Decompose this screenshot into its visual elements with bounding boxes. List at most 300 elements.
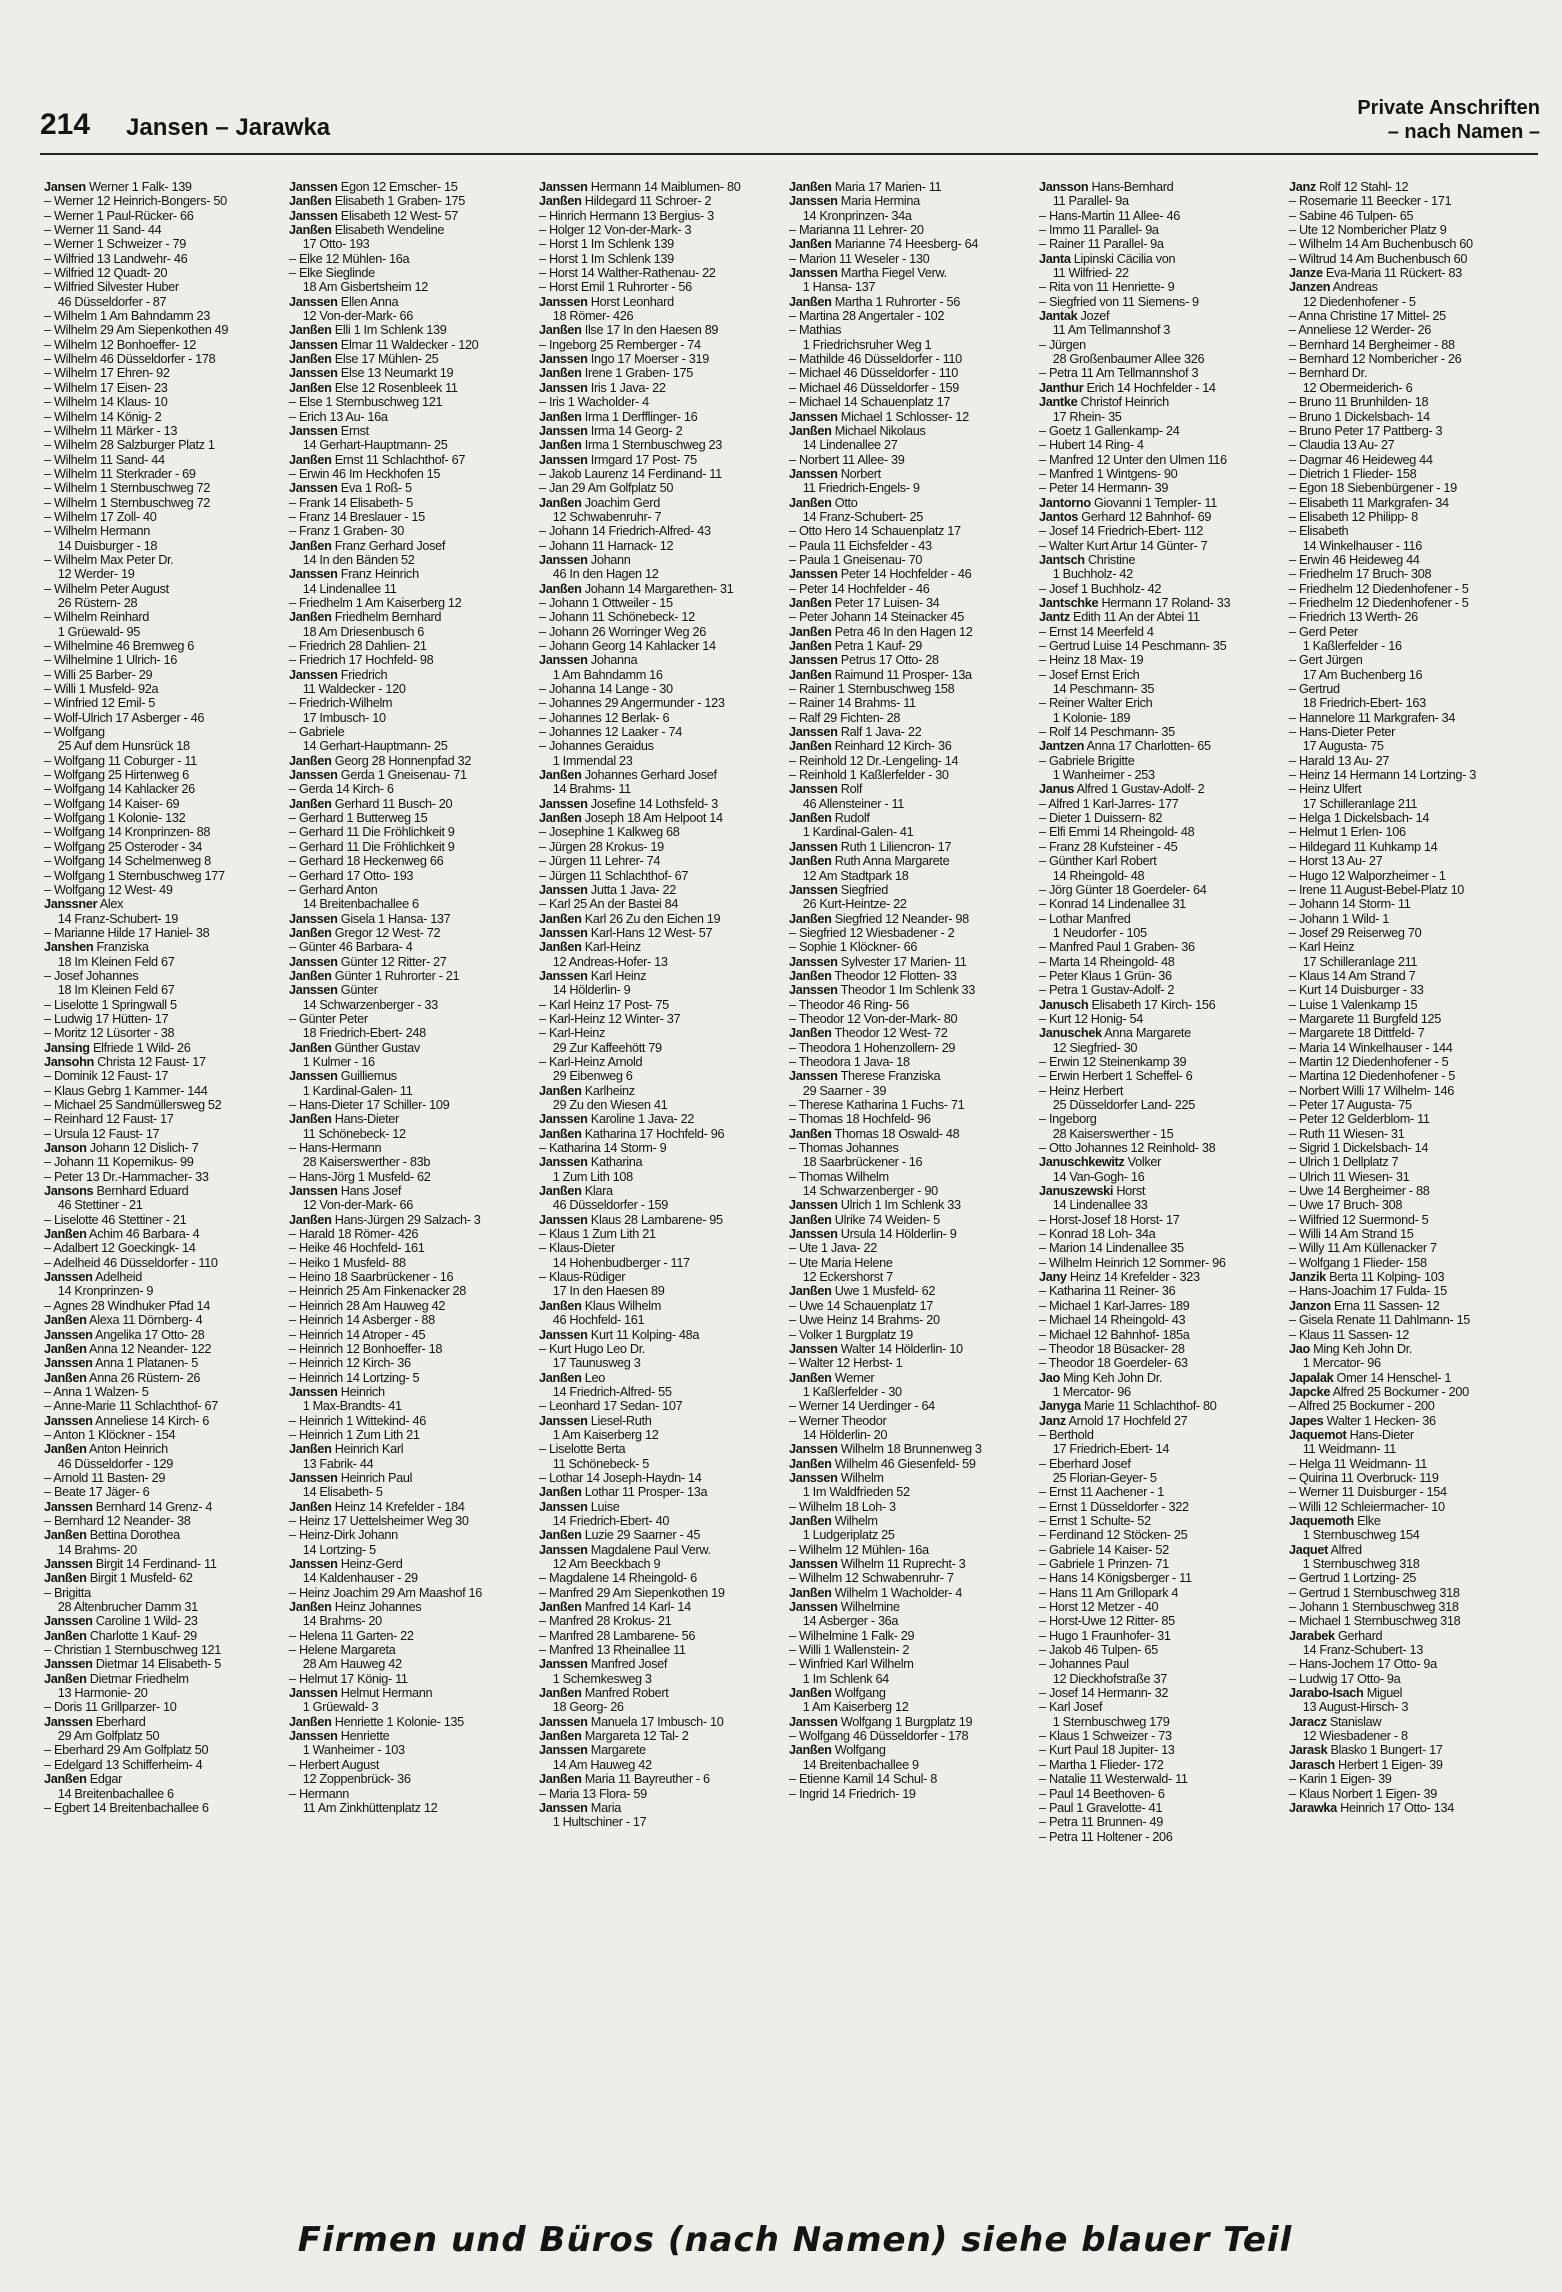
directory-entry: 13 August-Hirsch- 3 bbox=[1302, 1699, 1409, 1715]
directory-entry: – Günter 46 Barbara- 4 bbox=[289, 939, 413, 955]
directory-entry: Janssen Theodor 1 Im Schlenk 33 bbox=[789, 982, 976, 998]
directory-entry: 14 Hohenbudberger - 117 bbox=[552, 1254, 690, 1270]
directory-entry: – Anneliese 12 Werder- 26 bbox=[1289, 322, 1432, 338]
directory-entry: – Heinz 17 Uettelsheimer Weg 30 bbox=[289, 1512, 469, 1528]
directory-column bbox=[539, 180, 784, 2190]
directory-entry: – Peter 12 Gelderblom- 11 bbox=[1289, 1111, 1430, 1127]
directory-entry: – Uwe 14 Schauenplatz 17 bbox=[789, 1297, 934, 1313]
directory-entry: Janta Lipinski Cäcilia von bbox=[1039, 250, 1176, 266]
directory-entry: – Ruth 11 Wiesen- 31 bbox=[1289, 1125, 1405, 1141]
directory-entry: – Wilfried 12 Quadt- 20 bbox=[44, 265, 168, 281]
directory-entry: Januschkewitz Volker bbox=[1039, 1154, 1162, 1170]
directory-entry: 29 Zu den Wiesen 41 bbox=[552, 1097, 668, 1112]
directory-entry: Jao Ming Keh John Dr. bbox=[1039, 1369, 1163, 1385]
directory-entry: – Winfried Karl Wilhelm bbox=[789, 1656, 914, 1672]
directory-entry: 17 Am Buchenberg 16 bbox=[1302, 666, 1423, 682]
directory-entry: – Wilhelm 12 Mühlen- 16a bbox=[789, 1541, 929, 1557]
directory-entry: 46 Düsseldorfer - 129 bbox=[57, 1455, 174, 1471]
directory-entry: – Erwin 46 Im Heckhofen 15 bbox=[289, 465, 441, 481]
directory-entry: Janßen Anna 12 Neander- 122 bbox=[44, 1340, 212, 1356]
directory-entry: 1 Friedrichsruher Weg 1 bbox=[802, 336, 932, 352]
directory-entry: 14 Kronprinzen- 9 bbox=[57, 1283, 154, 1299]
directory-entry: Janssner Alex bbox=[44, 896, 124, 912]
directory-entry: – Helga 1 Dickelsbach- 14 bbox=[1289, 810, 1430, 826]
directory-entry: – Manfred 13 Rheinallee 11 bbox=[539, 1642, 686, 1658]
directory-entry: – Klaus 14 Am Strand 7 bbox=[1289, 967, 1416, 983]
directory-entry: Janßen Hildegard 11 Schroer- 2 bbox=[539, 193, 712, 209]
directory-entry: Janßen Petra 1 Kauf- 29 bbox=[789, 638, 923, 653]
directory-entry: 1 Zum Lith 108 bbox=[552, 1168, 633, 1184]
directory-entry: 29 Eibenweg 6 bbox=[552, 1068, 633, 1084]
directory-entry: – Karl-Heinz Arnold bbox=[539, 1053, 643, 1069]
directory-entry: – Gerda 14 Kirch- 6 bbox=[289, 781, 394, 797]
directory-entry: – Heiko 1 Musfeld- 88 bbox=[289, 1254, 406, 1270]
directory-entry: Janssen Adelheid bbox=[44, 1269, 142, 1285]
directory-entry: Janßen Wolfgang bbox=[789, 1742, 886, 1758]
directory-entry: – Norbert 11 Allee- 39 bbox=[789, 451, 905, 467]
directory-entry: Janßen Anna 26 Rüstern- 26 bbox=[44, 1369, 201, 1385]
directory-entry: Jarawka Heinrich 17 Otto- 134 bbox=[1289, 1799, 1454, 1815]
directory-entry: 18 Am Gisbertsheim 12 bbox=[302, 279, 428, 295]
directory-entry: 12 Werder- 19 bbox=[57, 566, 135, 582]
directory-entry: 1 Kulmer - 16 bbox=[302, 1053, 375, 1069]
directory-entry: – Wilhelm 1 Am Bahndamm 23 bbox=[44, 308, 210, 324]
directory-entry: – Winfried 12 Emil- 5 bbox=[44, 695, 156, 711]
directory-entry: 46 Stettiner - 21 bbox=[57, 1197, 143, 1213]
directory-entry: Janßen Thomas 18 Oswald- 48 bbox=[789, 1125, 960, 1141]
directory-entry: – Hans-Jörg 1 Musfeld- 62 bbox=[289, 1168, 431, 1184]
directory-entry: – Wilhelm 17 Eisen- 23 bbox=[44, 379, 168, 395]
directory-entry: Janßen Irene 1 Graben- 175 bbox=[539, 365, 693, 381]
directory-entry: – Harald 18 Römer- 426 bbox=[289, 1226, 419, 1242]
directory-entry: – Bernhard 14 Bergheimer - 88 bbox=[1289, 336, 1455, 352]
directory-entry: Jantz Edith 11 An der Abtei 11 bbox=[1039, 609, 1200, 625]
directory-entry: – Herbert August bbox=[289, 1756, 380, 1772]
directory-entry: Jantke Christof Heinrich bbox=[1039, 394, 1169, 410]
directory-entry: – Rolf 14 Peschmann- 35 bbox=[1039, 724, 1175, 740]
directory-entry: 14 Gerhart-Hauptmann- 25 bbox=[302, 437, 448, 453]
directory-entry: 14 Winkelhauser - 116 bbox=[1302, 537, 1423, 553]
directory-entry: – Peter Johann 14 Steinacker 45 bbox=[789, 609, 964, 625]
directory-entry: Janßen Karl-Heinz bbox=[539, 939, 641, 955]
directory-entry: Janssen Gerda 1 Gneisenau- 71 bbox=[289, 767, 467, 783]
directory-entry: – Johann Georg 14 Kahlacker 14 bbox=[539, 638, 716, 653]
directory-entry: – Ingeborg bbox=[1039, 1111, 1097, 1127]
directory-entry: – Friedrich 28 Dahlien- 21 bbox=[289, 638, 427, 653]
directory-entry: Janssen Ellen Anna bbox=[289, 293, 399, 309]
directory-entry: Janßen Ernst 11 Schlachthof- 67 bbox=[289, 451, 466, 467]
directory-entry: – Hans-Dieter 17 Schiller- 109 bbox=[289, 1097, 450, 1112]
directory-entry: Jantschke Hermann 17 Roland- 33 bbox=[1039, 594, 1231, 610]
directory-entry: Janßen Petra 46 In den Hagen 12 bbox=[789, 623, 973, 639]
directory-entry: – Wolfgang 25 Osteroder - 34 bbox=[44, 838, 203, 854]
directory-entry: – Iris 1 Wacholder- 4 bbox=[539, 394, 649, 410]
directory-column bbox=[289, 180, 534, 2190]
directory-entry: – Michael 14 Schauenplatz 17 bbox=[789, 394, 951, 410]
directory-entry: 29 Saarner - 39 bbox=[802, 1082, 887, 1098]
directory-entry: – Bernhard 12 Neander- 38 bbox=[44, 1512, 191, 1528]
directory-entry: 14 Hölderlin- 20 bbox=[802, 1426, 888, 1442]
directory-entry: – Brigitta bbox=[44, 1584, 91, 1600]
directory-entry: – Therese Katharina 1 Fuchs- 71 bbox=[789, 1097, 965, 1112]
directory-entry: Janßen Wilhelm 46 Giesenfeld- 59 bbox=[789, 1455, 976, 1471]
directory-entry: 11 Am Zinkhüttenplatz 12 bbox=[302, 1799, 438, 1815]
directory-entry: 1 Kardinal-Galen- 41 bbox=[802, 824, 914, 840]
directory-entry: – Agnes 28 Windhuker Pfad 14 bbox=[44, 1297, 211, 1313]
directory-entry: – Uwe 17 Bruch- 308 bbox=[1289, 1197, 1403, 1213]
directory-entry: – Thomas Wilhelm bbox=[789, 1168, 889, 1184]
directory-entry: – Ute Maria Helene bbox=[789, 1254, 893, 1270]
directory-entry: – Wilhelm Heinrich 12 Sommer- 96 bbox=[1039, 1254, 1226, 1270]
directory-entry: 12 Siegfried- 30 bbox=[1052, 1039, 1138, 1055]
directory-entry: – Heinz Herbert bbox=[1039, 1082, 1124, 1098]
directory-entry: Janssen Franz Heinrich bbox=[289, 566, 419, 582]
directory-entry: 14 Friedrich-Ebert- 40 bbox=[552, 1512, 670, 1528]
directory-entry: Jaracz Stanislaw bbox=[1289, 1713, 1382, 1729]
directory-entry: 14 Friedrich-Alfred- 55 bbox=[552, 1383, 672, 1399]
directory-entry: 14 Duisburger - 18 bbox=[57, 537, 158, 553]
directory-entry: 14 Lindenallee 33 bbox=[1052, 1197, 1148, 1213]
directory-entry: – Wilhelm 28 Salzburger Platz 1 bbox=[44, 437, 215, 453]
directory-entry: Janßen Luzie 29 Saarner - 45 bbox=[539, 1527, 701, 1543]
directory-entry: – Hermann bbox=[289, 1785, 349, 1801]
directory-entry: Janssen Dietmar 14 Elisabeth- 5 bbox=[44, 1656, 222, 1672]
directory-entry: – Johann 14 Storm- 11 bbox=[1289, 896, 1411, 912]
directory-entry: – Sabine 46 Tulpen- 65 bbox=[1289, 207, 1414, 223]
directory-entry: – Karin 1 Eigen- 39 bbox=[1289, 1771, 1392, 1787]
directory-column bbox=[1039, 180, 1284, 2190]
directory-entry: – Volker 1 Burgplatz 19 bbox=[789, 1326, 913, 1342]
directory-entry: – Moritz 12 Lüsorter - 38 bbox=[44, 1025, 175, 1041]
directory-entry: 1 Am Kaiserberg 12 bbox=[802, 1699, 909, 1715]
footer-note: Firmen und Büros (nach Namen) siehe blauer Teil bbox=[297, 2220, 1293, 2260]
directory-entry: – Gabriele 14 Kaiser- 52 bbox=[1039, 1541, 1169, 1557]
directory-entry: – Ulrich 1 Dellplatz 7 bbox=[1289, 1154, 1399, 1170]
directory-entry: Janssen Horst Leonhard bbox=[539, 293, 674, 309]
directory-entry: – Mathilde 46 Düsseldorfer - 110 bbox=[789, 351, 962, 367]
directory-entry: – Helmut 17 König- 11 bbox=[289, 1670, 408, 1686]
directory-entry: 12 Eckershorst 7 bbox=[802, 1269, 893, 1285]
directory-entry: Janssen Karl Heinz bbox=[539, 967, 647, 983]
directory-entry: 1 Im Schlenk 64 bbox=[802, 1670, 889, 1686]
directory-entry: – Marion 14 Lindenallee 35 bbox=[1039, 1240, 1184, 1256]
directory-entry: 18 Friedrich-Ebert- 163 bbox=[1302, 695, 1426, 711]
directory-entry: – Sophie 1 Klöckner- 66 bbox=[789, 939, 918, 955]
directory-entry: – Konrad 14 Lindenallee 31 bbox=[1039, 896, 1186, 912]
directory-entry: – Wolfgang 14 Kaiser- 69 bbox=[44, 795, 180, 811]
directory-entry: – Goetz 1 Gallenkamp- 24 bbox=[1039, 422, 1180, 438]
directory-entry: Janssen Manfred Josef bbox=[539, 1656, 668, 1672]
directory-entry: Janssen Michael 1 Schlosser- 12 bbox=[789, 408, 969, 424]
directory-entry: – Johannes Geraidus bbox=[539, 738, 654, 754]
directory-entry: – Peter 13 Dr.-Hammacher- 33 bbox=[44, 1168, 209, 1184]
directory-entry: – Manfred 1 Wintgens- 90 bbox=[1039, 465, 1178, 481]
directory-entry: – Martin 12 Diedenhofener - 5 bbox=[1289, 1053, 1449, 1069]
directory-entry: Janßen Maria 11 Bayreuther - 6 bbox=[539, 1771, 710, 1787]
directory-entry: Janßen Irma 1 Derfflinger- 16 bbox=[539, 408, 698, 424]
directory-entry: 14 Rheingold- 48 bbox=[1052, 867, 1145, 883]
directory-entry: Janssen Maria Hermina bbox=[789, 193, 920, 209]
directory-entry: – Harald 13 Au- 27 bbox=[1289, 752, 1390, 768]
directory-entry: – Martina 12 Diedenhofener - 5 bbox=[1289, 1068, 1456, 1084]
directory-entry: – Manfred 12 Unter den Ulmen 116 bbox=[1039, 451, 1227, 467]
directory-entry: Janssen Günter bbox=[289, 982, 378, 998]
directory-entry: Janssen Liesel-Ruth bbox=[539, 1412, 652, 1428]
directory-entry: – Klaus Gebrg 1 Kammer- 144 bbox=[44, 1082, 208, 1098]
directory-entry: 12 Dieckhofstraße 37 bbox=[1052, 1670, 1167, 1686]
directory-entry: Janssen Johanna bbox=[539, 652, 638, 668]
directory-entry: – Gertrud 1 Lortzing- 25 bbox=[1289, 1570, 1417, 1586]
directory-entry: Jany Heinz 14 Krefelder - 323 bbox=[1039, 1269, 1200, 1285]
directory-entry: – Konrad 18 Loh- 34a bbox=[1039, 1226, 1156, 1242]
directory-entry: – Ingeborg 25 Remberger - 74 bbox=[539, 336, 701, 352]
directory-entry: – Dominik 12 Faust- 17 bbox=[44, 1068, 169, 1084]
directory-entry: – Johannes 12 Laaker - 74 bbox=[539, 724, 683, 740]
directory-entry: – Luise 1 Valenkamp 15 bbox=[1289, 996, 1418, 1012]
directory-entry: – Erwin 46 Heideweg 44 bbox=[1289, 551, 1420, 567]
directory-entry: Janßen Alexa 11 Dörnberg- 4 bbox=[44, 1312, 203, 1328]
directory-entry: Janßen Wilhelm bbox=[789, 1512, 878, 1528]
directory-entry: – Reiner Walter Erich bbox=[1039, 695, 1153, 711]
directory-entry: – Hans-Jochem 17 Otto- 9a bbox=[1289, 1656, 1437, 1672]
directory-entry: 13 Harmonie- 20 bbox=[57, 1685, 148, 1701]
directory-entry: – Martina 28 Angertaler - 102 bbox=[789, 308, 945, 324]
directory-entry: Janßen Heinrich Karl bbox=[289, 1441, 404, 1457]
directory-entry: – Anna 1 Walzen- 5 bbox=[44, 1383, 149, 1399]
directory-entry: – Horst 13 Au- 27 bbox=[1289, 853, 1383, 869]
directory-entry: Jarabek Gerhard bbox=[1289, 1627, 1383, 1643]
directory-entry: – Eberhard Josef bbox=[1039, 1455, 1131, 1471]
directory-entry: Janssen Magdalene Paul Verw. bbox=[539, 1541, 711, 1557]
directory-entry: Janßen Franz Gerhard Josef bbox=[289, 537, 446, 553]
directory-entry: 17 Imbusch- 10 bbox=[302, 709, 386, 725]
directory-entry: – Quirina 11 Overbruck- 119 bbox=[1289, 1469, 1439, 1485]
directory-entry: – Friedhelm 1 Am Kaiserberg 12 bbox=[289, 594, 462, 610]
directory-entry: – Ludwig 17 Otto- 9a bbox=[1289, 1670, 1401, 1686]
directory-entry: – Hannelore 11 Markgrafen- 34 bbox=[1289, 709, 1456, 725]
directory-entry: – Heinrich 14 Asberger - 88 bbox=[289, 1312, 435, 1328]
directory-entry: – Willi 1 Wallenstein- 2 bbox=[789, 1642, 910, 1658]
directory-entry: – Elke 12 Mühlen- 16a bbox=[289, 250, 410, 266]
directory-entry: – Werner 14 Uerdinger - 64 bbox=[789, 1398, 935, 1414]
directory-entry: – Elisabeth bbox=[1289, 523, 1349, 539]
directory-entry: – Karl Josef bbox=[1039, 1699, 1103, 1715]
directory-entry: 46 In den Hagen 12 bbox=[552, 566, 659, 582]
directory-entry: Janßen Birgit 1 Musfeld- 62 bbox=[44, 1570, 193, 1586]
directory-entry: Jansohn Christa 12 Faust- 17 bbox=[44, 1053, 206, 1069]
directory-entry: – Wilhelm Reinhard bbox=[44, 609, 149, 625]
directory-entry: – Beate 17 Jäger- 6 bbox=[44, 1484, 150, 1500]
directory-entry: 14 Elisabeth- 5 bbox=[302, 1484, 383, 1500]
directory-entry: Janssen Irmgard 17 Post- 75 bbox=[539, 451, 697, 467]
directory-entry: – Uwe 14 Bergheimer - 88 bbox=[1289, 1183, 1430, 1199]
directory-entry: 14 Franz-Schubert- 25 bbox=[802, 508, 923, 524]
directory-entry: Jaquemot Hans-Dieter bbox=[1289, 1426, 1414, 1442]
directory-entry: Janssen Wilhelm 11 Ruprecht- 3 bbox=[789, 1556, 966, 1571]
directory-entry: Janßen Joachim Gerd bbox=[539, 494, 660, 510]
directory-entry: Janssen Anna 1 Platanen- 5 bbox=[44, 1355, 199, 1371]
directory-entry: – Otto Hero 14 Schauenplatz 17 bbox=[789, 523, 961, 539]
directory-entry: – Siegfried von 11 Siemens- 9 bbox=[1039, 293, 1199, 309]
directory-entry: – Horst-Josef 18 Horst- 17 bbox=[1039, 1211, 1180, 1227]
directory-entry: – Maria 13 Flora- 59 bbox=[539, 1785, 647, 1801]
directory-entry: 1 Grüewald- 95 bbox=[57, 623, 141, 639]
directory-entry: – Ursula 12 Faust- 17 bbox=[44, 1125, 160, 1141]
directory-entry: Janßen Hans-Dieter bbox=[289, 1111, 399, 1127]
directory-entry: – Johann 1 Sternbuschweg 318 bbox=[1289, 1599, 1459, 1615]
directory-entry: 14 Breitenbachallee 6 bbox=[302, 896, 419, 912]
directory-entry: – Josef Johannes bbox=[44, 967, 139, 983]
directory-entry: 12 Von-der-Mark- 66 bbox=[302, 1197, 414, 1213]
directory-entry: 17 Rhein- 35 bbox=[1052, 408, 1122, 424]
directory-entry: 1 Kaßlerfelder - 16 bbox=[1302, 638, 1402, 653]
directory-entry: – Klaus 1 Zum Lith 21 bbox=[539, 1226, 656, 1242]
directory-entry: Janusch Elisabeth 17 Kirch- 156 bbox=[1039, 996, 1216, 1012]
directory-entry: – Ernst 1 Schulte- 52 bbox=[1039, 1512, 1151, 1528]
directory-entry: – Hinrich Hermann 13 Bergius- 3 bbox=[539, 207, 714, 223]
directory-entry: Janßen Dietmar Friedhelm bbox=[44, 1670, 189, 1686]
directory-entry: 11 Friedrich-Engels- 9 bbox=[802, 480, 920, 496]
directory-entry: – Wolfgang 1 Kolonie- 132 bbox=[44, 810, 186, 826]
directory-entry: Jantsch Christine bbox=[1039, 551, 1136, 567]
directory-entry: – Ralf 29 Fichten- 28 bbox=[789, 709, 901, 725]
directory-entry: – Maria 14 Winkelhauser - 144 bbox=[1289, 1039, 1453, 1055]
directory-entry: – Rita von 11 Henriette- 9 bbox=[1039, 279, 1175, 295]
directory-entry: – Werner 11 Duisburger - 154 bbox=[1289, 1484, 1447, 1500]
directory-entry: – Johann 1 Ottweiler - 15 bbox=[539, 594, 673, 610]
directory-entry: – Wilhelmine 1 Falk- 29 bbox=[789, 1627, 915, 1643]
directory-entry: – Elfi Emmi 14 Rheingold- 48 bbox=[1039, 824, 1195, 840]
directory-entry: – Gabriele bbox=[289, 724, 345, 740]
directory-entry: Janssen Hans Josef bbox=[289, 1183, 402, 1199]
directory-entry: Janßen Reinhard 12 Kirch- 36 bbox=[789, 738, 952, 754]
directory-entry: 25 Florian-Geyer- 5 bbox=[1052, 1469, 1157, 1485]
directory-entry: – Sigrid 1 Dickelsbach- 14 bbox=[1289, 1140, 1429, 1156]
directory-entry: Janssen Walter 14 Hölderlin- 10 bbox=[789, 1340, 963, 1356]
directory-entry: – Walter 12 Herbst- 1 bbox=[789, 1355, 903, 1371]
directory-entry: – Michael 1 Karl-Jarres- 189 bbox=[1039, 1297, 1190, 1313]
directory-entry: – Wolfgang 25 Hirtenweg 6 bbox=[44, 767, 189, 783]
directory-entry: 14 Franz-Schubert- 19 bbox=[57, 910, 178, 926]
directory-entry: Janssen Wilhelm bbox=[789, 1469, 884, 1485]
directory-entry: – Wolfgang 11 Coburger - 11 bbox=[44, 752, 197, 768]
directory-entry: Janz Rolf 12 Stahl- 12 bbox=[1289, 180, 1409, 194]
directory-entry: – Franz 28 Kufsteiner - 45 bbox=[1039, 838, 1178, 854]
directory-entry: Janssen Elmar 11 Waldecker - 120 bbox=[289, 336, 479, 352]
directory-entry: 25 Düsseldorfer Land- 225 bbox=[1052, 1097, 1196, 1112]
directory-entry: 14 Am Hauweg 42 bbox=[552, 1756, 652, 1772]
directory-entry: – Johann 11 Harnack- 12 bbox=[539, 537, 674, 553]
directory-entry: Jantak Jozef bbox=[1039, 308, 1110, 324]
directory-entry: – Adelheid 46 Düsseldorfer - 110 bbox=[44, 1254, 218, 1270]
directory-entry: – Friedrich-Wilhelm bbox=[289, 695, 393, 711]
directory-entry: Jansson Hans-Bernhard bbox=[1039, 180, 1174, 194]
directory-entry: 18 Saarbrückener - 16 bbox=[802, 1154, 923, 1170]
directory-entry: Japes Walter 1 Hecken- 36 bbox=[1289, 1412, 1436, 1428]
directory-entry: 28 Großenbaumer Allee 326 bbox=[1052, 351, 1205, 367]
directory-entry: – Paula 1 Gneisenau- 70 bbox=[789, 551, 923, 567]
directory-entry: Janssen Heinrich Paul bbox=[289, 1469, 413, 1485]
directory-entry: 1 Sternbuschweg 318 bbox=[1302, 1556, 1420, 1571]
directory-entry: – Willi 12 Schleiermacher- 10 bbox=[1289, 1498, 1445, 1514]
directory-entry: Janssen Guilliemus bbox=[289, 1068, 397, 1084]
directory-entry: Janssen Karoline 1 Java- 22 bbox=[539, 1111, 695, 1127]
directory-entry: Januszewski Horst bbox=[1039, 1183, 1146, 1199]
directory-entry: – Heinrich 25 Am Finkenacker 28 bbox=[289, 1283, 467, 1299]
directory-entry: – Gerhard Anton bbox=[289, 881, 378, 897]
directory-entry: – Margarete 11 Burgfeld 125 bbox=[1289, 1010, 1441, 1026]
directory-entry: – Erich 13 Au- 16a bbox=[289, 408, 388, 424]
directory-entry: – Paula 11 Eichsfelder - 43 bbox=[789, 537, 932, 553]
directory-entry: 1 Neudorfer - 105 bbox=[1052, 924, 1147, 940]
directory-entry: Janßen Rudolf bbox=[789, 810, 870, 826]
directory-entry: – Jürgen bbox=[1039, 336, 1086, 352]
directory-entry: Janßen Siegfried 12 Neander- 98 bbox=[789, 910, 969, 926]
directory-entry: – Theodor 18 Goerdeler- 63 bbox=[1039, 1355, 1188, 1371]
directory-entry: – Siegfried 12 Wiesbadener - 2 bbox=[789, 924, 955, 940]
directory-entry: – Marianne Hilde 17 Haniel- 38 bbox=[44, 924, 210, 940]
directory-entry: Janz Arnold 17 Hochfeld 27 bbox=[1039, 1412, 1188, 1428]
directory-entry: Jansen Werner 1 Falk- 139 bbox=[44, 180, 192, 194]
directory-entry: – Wolfgang 12 West- 49 bbox=[44, 881, 173, 897]
directory-entry: Jaquet Alfred bbox=[1289, 1541, 1362, 1557]
directory-entry: – Karl Heinz bbox=[1289, 939, 1355, 955]
directory-entry: Jarask Blasko 1 Bungert- 17 bbox=[1289, 1742, 1443, 1758]
directory-entry: – Wilhelm 14 Klaus- 10 bbox=[44, 394, 168, 410]
directory-entry: Janßen Michael Nikolaus bbox=[789, 422, 926, 438]
directory-entry: – Bruno 11 Brunhilden- 18 bbox=[1289, 394, 1429, 410]
directory-entry: – Friedrich 13 Werth- 26 bbox=[1289, 609, 1418, 625]
directory-entry: – Josef 14 Hermann- 32 bbox=[1039, 1685, 1169, 1701]
directory-entry: Janssen Caroline 1 Wild- 23 bbox=[44, 1613, 198, 1629]
directory-entry: – Jürgen 11 Lehrer- 74 bbox=[539, 853, 661, 869]
directory-entry: – Willi 1 Musfeld- 92a bbox=[44, 681, 159, 697]
directory-entry: – Manfred 29 Am Siepenkothen 19 bbox=[539, 1584, 725, 1600]
directory-entry: – Johann 14 Friedrich-Alfred- 43 bbox=[539, 523, 711, 539]
directory-entry: Janssen Bernhard 14 Grenz- 4 bbox=[44, 1498, 213, 1514]
directory-entry: 1 Kaßlerfelder - 30 bbox=[802, 1383, 902, 1399]
section-label bbox=[1357, 96, 1540, 144]
directory-entry: – Kurt Paul 18 Jupiter- 13 bbox=[1039, 1742, 1175, 1758]
directory-entry: – Johannes Paul bbox=[1039, 1656, 1129, 1672]
directory-entry: 46 Düsseldorfer - 159 bbox=[552, 1197, 669, 1213]
directory-entry: 12 Schwabenruhr- 7 bbox=[552, 508, 662, 524]
directory-entry: 12 Diedenhofener - 5 bbox=[1302, 293, 1416, 309]
directory-entry: 14 Lindenallee 11 bbox=[302, 580, 397, 596]
directory-entry: – Werner Theodor bbox=[789, 1412, 887, 1428]
directory-entry: Janßen Wilhelm 1 Wacholder- 4 bbox=[789, 1584, 962, 1600]
directory-entry: Janssen Norbert bbox=[789, 465, 881, 481]
directory-entry: Janze Eva-Maria 11 Rückert- 83 bbox=[1289, 265, 1462, 281]
directory-entry: 1 Wanheimer - 253 bbox=[1052, 767, 1155, 783]
directory-entry: – Hans-Joachim 17 Fulda- 15 bbox=[1289, 1283, 1447, 1299]
directory-entry: 12 Wiesbadener - 8 bbox=[1302, 1728, 1408, 1744]
directory-entry: – Wilhelmine 1 Ulrich- 16 bbox=[44, 652, 178, 668]
directory-entry: 14 Hölderlin- 9 bbox=[552, 982, 631, 998]
directory-entry: – Karl Heinz 17 Post- 75 bbox=[539, 996, 669, 1012]
directory-entry: – Jakob 46 Tulpen- 65 bbox=[1039, 1642, 1158, 1658]
directory-entry: – Gert Jürgen bbox=[1289, 652, 1363, 668]
directory-entry: Janus Alfred 1 Gustav-Adolf- 2 bbox=[1039, 781, 1205, 797]
directory-entry: Janzik Berta 11 Kolping- 103 bbox=[1289, 1269, 1445, 1285]
directory-entry: – Michael 46 Düsseldorfer - 159 bbox=[789, 379, 959, 395]
directory-entry: – Wolfgang 1 Flieder- 158 bbox=[1289, 1254, 1427, 1270]
directory-entry: – Bruno 1 Dickelsbach- 14 bbox=[1289, 408, 1430, 424]
directory-entry: – Wilhelm 17 Ehren- 92 bbox=[44, 365, 170, 381]
directory-entry: Janßen Marianne 74 Heesberg- 64 bbox=[789, 236, 979, 252]
directory-entry: Janssen Gisela 1 Hansa- 137 bbox=[289, 910, 451, 926]
directory-entry: – Karl-Heinz 12 Winter- 37 bbox=[539, 1010, 681, 1026]
